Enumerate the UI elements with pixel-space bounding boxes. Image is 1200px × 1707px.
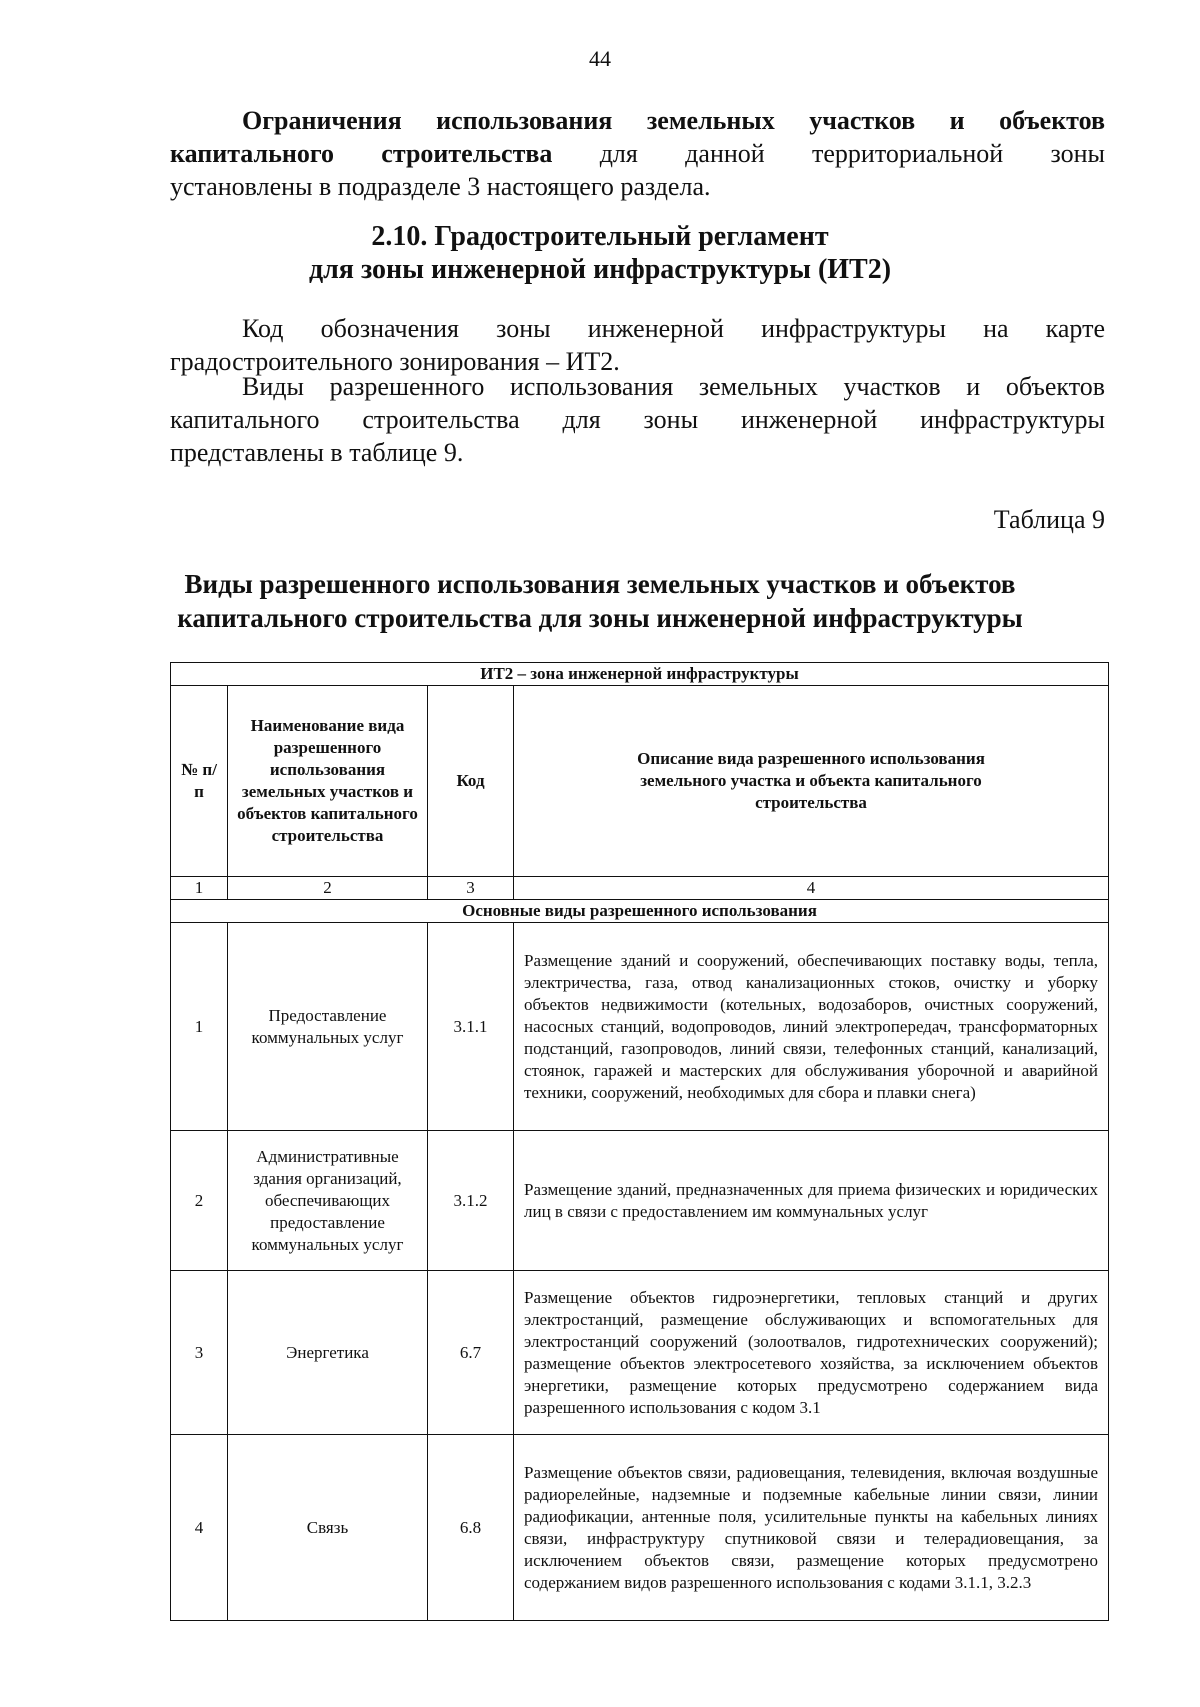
paragraph-types-line-1: Виды разрешенного использования земельных участков и объектов bbox=[242, 372, 1105, 401]
table-title-line-2: капитального строительства для зоны инженерной инфраструктуры bbox=[177, 603, 1023, 633]
col-header-desc: Описание вида разрешенного использования земельного участка и объекта капитального строительства bbox=[514, 686, 1109, 877]
col-header-name: Наименование вида разрешенного использования земельных участков и объектов капитального строительства bbox=[228, 686, 428, 877]
col-number: 2 bbox=[228, 877, 428, 900]
row-name: Административные здания организаций, обеспечивающих предоставление коммунальных услуг bbox=[228, 1131, 428, 1271]
row-name: Энергетика bbox=[228, 1271, 428, 1435]
intro-paragraph bbox=[170, 104, 1105, 203]
row-desc: Размещение зданий, предназначенных для приема физических и юридических лиц в связи с предоставлением им коммунальных услуг bbox=[514, 1131, 1109, 1271]
table-zone-header: ИТ2 – зона инженерной инфраструктуры bbox=[171, 663, 1109, 686]
intro-line-1-text: Ограничения использования земельных участков и объектов bbox=[242, 106, 1105, 135]
row-num: 2 bbox=[171, 1131, 228, 1271]
table-title-line-1: Виды разрешенного использования земельных участков и объектов bbox=[184, 569, 1016, 599]
table-caption: Таблица 9 bbox=[993, 505, 1105, 534]
paragraph-types-line-3: представлены в таблице 9. bbox=[170, 438, 464, 467]
page-number: 44 bbox=[589, 46, 611, 71]
row-code: 3.1.1 bbox=[428, 923, 514, 1131]
table-row bbox=[171, 1131, 1109, 1271]
row-code: 6.7 bbox=[428, 1271, 514, 1435]
col-number: 1 bbox=[171, 877, 228, 900]
intro-line-3: установлены в подразделе 3 настоящего раздела. bbox=[170, 172, 711, 201]
row-code: 3.1.2 bbox=[428, 1131, 514, 1271]
row-desc: Размещение объектов связи, радиовещания, телевидения, включая воздушные радиорелейные, надземные и подземные кабельные линии связи, линии радиофикации, антенные поля, усилительные пункты на кабельных линиях связи, инфраструктуру спутниковой связи и телерадиовещания, за исключением объектов связи, размещение которых предусмотрено содержанием видов разрешенного использования с кодами 3.1.1, 3.2.3 bbox=[514, 1435, 1109, 1621]
table-row bbox=[171, 1435, 1109, 1621]
table-row bbox=[171, 1271, 1109, 1435]
section-heading-line-1: 2.10. Градостроительный регламент bbox=[371, 221, 829, 252]
paragraph-code-line-2: градостроительного зонирования – ИТ2. bbox=[170, 347, 620, 376]
paragraph-code bbox=[170, 312, 1105, 378]
col-header-num: № п/п bbox=[171, 686, 228, 877]
row-desc: Размещение объектов гидроэнергетики, тепловых станций и других электростанций, размещение обслуживающих и вспомогательных для электростанций сооружений (золоотвалов, гидротехнических сооружений); размещение объектов электросетевого хозяйства, за исключением объектов энергетики, размещение которых предусмотрено содержанием вида разрешенного использования с кодом 3.1 bbox=[514, 1271, 1109, 1435]
table-section-row bbox=[171, 900, 1109, 923]
row-desc: Размещение зданий и сооружений, обеспечивающих поставку воды, тепла, электричества, газа, отвод канализационных стоков, очистку и уборку объектов недвижимости (котельных, водозаборов, очистных сооружений, насосных станций, водопроводов, линий электропередач, трансформаторных подстанций, газопроводов, линий связи, телефонных станций, канализаций, стоянок, гаражей и мастерских для обслуживания уборочной и аварийной техники, сооружений, необходимых для сбора и плавки снега) bbox=[514, 923, 1109, 1131]
row-name: Предоставление коммунальных услуг bbox=[228, 923, 428, 1131]
table-header-row bbox=[171, 686, 1109, 877]
table-title bbox=[0, 567, 1200, 635]
col-number: 4 bbox=[514, 877, 1109, 900]
col-header-code: Код bbox=[428, 686, 514, 877]
paragraph-types bbox=[170, 370, 1105, 469]
intro-line-2 bbox=[170, 137, 1105, 170]
intro-line-2-bold: капитального строительства bbox=[170, 139, 553, 168]
paragraph-types-line-2: капитального строительства для зоны инженерной инфраструктуры bbox=[170, 405, 1105, 434]
section-heading-line-2: для зоны инженерной инфраструктуры (ИТ2) bbox=[308, 254, 892, 285]
intro-line-1 bbox=[170, 104, 1105, 137]
row-num: 4 bbox=[171, 1435, 228, 1621]
row-num: 1 bbox=[171, 923, 228, 1131]
table-column-numbers-row bbox=[171, 877, 1109, 900]
paragraph-code-line-1: Код обозначения зоны инженерной инфраструктуры на карте bbox=[242, 314, 1105, 343]
section-heading bbox=[0, 220, 1200, 286]
table-section-title: Основные виды разрешенного использования bbox=[171, 900, 1109, 923]
col-number: 3 bbox=[428, 877, 514, 900]
intro-line-2-rest: для данной территориальной зоны bbox=[599, 139, 1105, 168]
table-zone-header-row bbox=[171, 663, 1109, 686]
row-code: 6.8 bbox=[428, 1435, 514, 1621]
table-row bbox=[171, 923, 1109, 1131]
land-use-table bbox=[170, 662, 1109, 1621]
row-name: Связь bbox=[228, 1435, 428, 1621]
row-num: 3 bbox=[171, 1271, 228, 1435]
